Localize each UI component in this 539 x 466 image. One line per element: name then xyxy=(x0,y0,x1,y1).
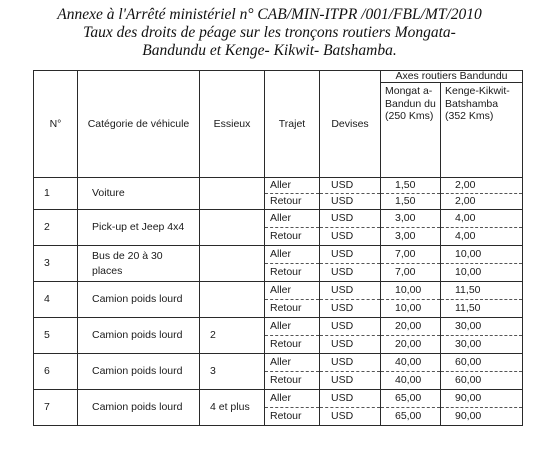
rate-mongata: 65,00 xyxy=(381,390,441,408)
vehicle-category: Camion poids lourd xyxy=(78,318,200,354)
vehicle-category: Camion poids lourd xyxy=(78,390,200,426)
vehicle-category: Voiture xyxy=(78,178,200,210)
currency-cell: USD xyxy=(320,178,381,194)
rate-kenge: 2,00 xyxy=(441,194,523,210)
route-direction: Aller xyxy=(265,354,320,372)
route-direction: Retour xyxy=(265,194,320,210)
table-row xyxy=(34,210,523,228)
row-number: 2 xyxy=(34,210,78,246)
currency-cell: USD xyxy=(320,194,381,210)
table-row xyxy=(34,354,523,372)
rate-kenge: 11,50 xyxy=(441,282,523,300)
header-number: N° xyxy=(34,71,78,178)
rate-kenge: 10,00 xyxy=(441,264,523,282)
route-direction: Retour xyxy=(265,300,320,318)
currency-cell: USD xyxy=(320,210,381,228)
route-direction: Retour xyxy=(265,228,320,246)
route-direction: Aller xyxy=(265,390,320,408)
vehicle-category: Pick-up et Jeep 4x4 xyxy=(78,210,200,246)
rate-mongata: 1,50 xyxy=(381,178,441,194)
currency-cell: USD xyxy=(320,282,381,300)
currency-cell: USD xyxy=(320,300,381,318)
axles-count xyxy=(200,210,265,246)
route-direction: Retour xyxy=(265,408,320,426)
vehicle-category: Camion poids lourd xyxy=(78,282,200,318)
document-heading xyxy=(0,6,539,60)
header-route: Trajet xyxy=(265,71,320,178)
rate-kenge: 30,00 xyxy=(441,336,523,354)
axles-count xyxy=(200,178,265,210)
header-axles: Essieux xyxy=(200,71,265,178)
vehicle-category: Bus de 20 à 30 places xyxy=(78,246,200,282)
toll-rates-body xyxy=(34,178,523,426)
currency-cell: USD xyxy=(320,408,381,426)
currency-cell: USD xyxy=(320,372,381,390)
rate-mongata: 40,00 xyxy=(381,354,441,372)
rate-kenge: 11,50 xyxy=(441,300,523,318)
rate-kenge: 90,00 xyxy=(441,390,523,408)
row-number: 7 xyxy=(34,390,78,426)
rate-mongata: 20,00 xyxy=(381,318,441,336)
axles-count: 3 xyxy=(200,354,265,390)
route-direction: Aller xyxy=(265,210,320,228)
table-row xyxy=(34,246,523,264)
header-mongata: Mongat a- Bandun du (250 Kms) xyxy=(381,83,441,178)
route-direction: Retour xyxy=(265,264,320,282)
currency-cell: USD xyxy=(320,228,381,246)
row-number: 1 xyxy=(34,178,78,210)
heading-line-1: Annexe à l'Arrêté ministériel n° CAB/MIN-ITPR /001/FBL/MT/2010 xyxy=(57,6,482,23)
rate-mongata: 40,00 xyxy=(381,372,441,390)
header-kenge: Kenge-Kikwit- Batshamba (352 Kms) xyxy=(441,83,523,178)
row-number: 5 xyxy=(34,318,78,354)
rate-mongata: 65,00 xyxy=(381,408,441,426)
rate-kenge: 10,00 xyxy=(441,246,523,264)
rate-kenge: 4,00 xyxy=(441,228,523,246)
rate-mongata: 7,00 xyxy=(381,246,441,264)
axles-count: 4 et plus xyxy=(200,390,265,426)
route-direction: Retour xyxy=(265,336,320,354)
route-direction: Aller xyxy=(265,246,320,264)
vehicle-category: Camion poids lourd xyxy=(78,354,200,390)
rate-kenge: 60,00 xyxy=(441,354,523,372)
rate-kenge: 2,00 xyxy=(441,178,523,194)
rate-mongata: 3,00 xyxy=(381,228,441,246)
currency-cell: USD xyxy=(320,390,381,408)
rate-kenge: 60,00 xyxy=(441,372,523,390)
toll-rates-table xyxy=(33,70,523,426)
header-currency: Devises xyxy=(320,71,381,178)
table-row xyxy=(34,318,523,336)
header-axes-group: Axes routiers Bandundu xyxy=(381,71,523,83)
currency-cell: USD xyxy=(320,336,381,354)
axles-count xyxy=(200,246,265,282)
row-number: 3 xyxy=(34,246,78,282)
rate-mongata: 20,00 xyxy=(381,336,441,354)
axles-count: 2 xyxy=(200,318,265,354)
heading-line-2: Taux des droits de péage sur les tronçons routiers Mongata- xyxy=(83,24,456,41)
rate-mongata: 7,00 xyxy=(381,264,441,282)
rate-mongata: 10,00 xyxy=(381,300,441,318)
row-number: 6 xyxy=(34,354,78,390)
route-direction: Aller xyxy=(265,318,320,336)
table-row xyxy=(34,178,523,194)
route-direction: Retour xyxy=(265,372,320,390)
rate-kenge: 4,00 xyxy=(441,210,523,228)
rate-mongata: 3,00 xyxy=(381,210,441,228)
row-number: 4 xyxy=(34,282,78,318)
rate-mongata: 10,00 xyxy=(381,282,441,300)
rate-kenge: 90,00 xyxy=(441,408,523,426)
currency-cell: USD xyxy=(320,246,381,264)
route-direction: Aller xyxy=(265,178,320,194)
heading-line-3: Bandundu et Kenge- Kikwit- Batshamba. xyxy=(142,42,397,59)
currency-cell: USD xyxy=(320,264,381,282)
currency-cell: USD xyxy=(320,354,381,372)
axles-count xyxy=(200,282,265,318)
header-category: Catégorie de véhicule xyxy=(78,71,200,178)
currency-cell: USD xyxy=(320,318,381,336)
table-row xyxy=(34,282,523,300)
rate-mongata: 1,50 xyxy=(381,194,441,210)
table-row xyxy=(34,390,523,408)
route-direction: Aller xyxy=(265,282,320,300)
rate-kenge: 30,00 xyxy=(441,318,523,336)
